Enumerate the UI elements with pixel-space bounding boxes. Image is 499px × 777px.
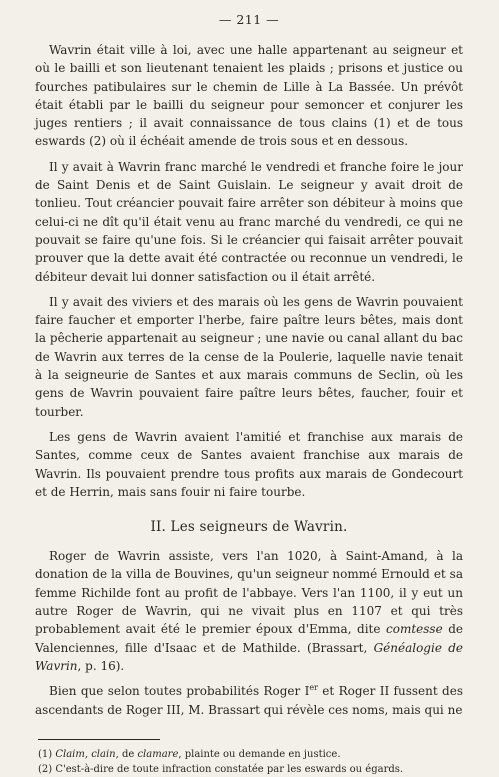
superscript-ordinal: er — [309, 683, 318, 693]
paragraph-viviers-marais: Il y avait des viviers et des marais où les gens de Wavrin pouvaient faire faucher et emporter l'herbe, faire paître leurs bêtes, mais dont la pêcherie appartenait au seigneur ; une navie ou canal allant du bac de Wavrin aux terres de la cense de la Poulerie, laquelle navie tenait à la seigneurie de Santes et aux marais communs de Seclin, où les gens de Wavrin pouvaient faire paître leurs bêtes, faucher, fouir et tourber. — [35, 294, 463, 419]
paragraph-ascendants — [35, 682, 463, 719]
footnote-italic-term: clamare — [137, 748, 179, 760]
footnote-text-segment: , de — [115, 748, 138, 760]
paragraph-text-segment: et Roger II fussent des ascendants de Roger III, M. Brassart qui révèle ces noms, mais qui ne — [35, 684, 463, 717]
footnote-2: (2) C'est-à-dire de toute infraction constatée par les eswards ou égards. — [38, 763, 404, 775]
paragraph-roger-de-wavrin — [35, 547, 463, 675]
paragraph-text-segment: Roger de Wavrin assiste, vers l'an 1020, à Saint-Amand, à la donation de la villa de Bouvines, qu'un seigneur nommé Ernould et sa femme Richilde font au profit de l'abbaye. Vers l'an 1100, il y eut un autre Roger de Wavrin, qui ne vivait plus en 1107 et qui très probablement avait été le premier époux d'Emma, dite — [35, 549, 463, 637]
footnote-text-segment: , plainte ou demande en justice. — [178, 748, 341, 760]
book-title-citation: Généalogie de Wavrin — [35, 640, 463, 673]
footnote-number: (1) — [38, 748, 56, 760]
paragraph-text-segment: Bien que selon toutes probabilités Roger I — [49, 684, 310, 699]
italic-term: comtesse — [386, 622, 443, 637]
paragraph-text-segment: , p. 16). — [77, 658, 125, 673]
section-heading: II. Les seigneurs de Wavrin. — [150, 519, 348, 536]
footnote-1 — [38, 747, 463, 762]
paragraph-franc-marche: Il y avait à Wavrin franc marché le vendredi et franche foire le jour de Saint Denis et de Saint Guislain. Le seigneur y avait droit de tonlieu. Tout créancier pouvait faire arrêter son débiteur à moins que celui-ci ne dît qu'il était venu au franc marché du vendredi, ce qui ne pouvait se faire qu'une fois. Si le créancier qui faisait arrêter pouvait prouver que la dette avait été contractée ou reconnue un vendredi, le débiteur devait lui donner satisfaction ou il était arrêté. — [35, 159, 463, 284]
page-number: — 211 — — [218, 12, 280, 27]
footnote-italic-term: Claim, clain — [55, 748, 116, 760]
paragraph-text-segment: de Valenciennes, fille d'Isaac et de Mathilde. (Brassart, — [35, 622, 463, 655]
footnote-divider — [38, 739, 160, 740]
paragraph-amitie-franchise: Les gens de Wavrin avaient l'amitié et franchise aux marais de Santes, comme ceux de Santes avaient franchise aux marais de Wavrin. Ils pouvaient prendre tous profits aux marais de Gondecourt et de Herrin, mais sans fouir ni faire tourbe. — [35, 429, 463, 499]
paragraph-ville-a-loi: Wavrin était ville à loi, avec une halle appartenant au seigneur et où le bailli et son lieutenant tenaient les plaids ; prisons et justice ou fourches patibulaires sur le chemin de Lille à La Bassée. Un prévôt était établi par le bailli du seigneur pour semoncer et conjurer les juges rentiers ; il avait connaissance de tous clains (1) et de tous eswards (2) où il échéait amende de trois sous et en dessous. — [35, 43, 463, 149]
